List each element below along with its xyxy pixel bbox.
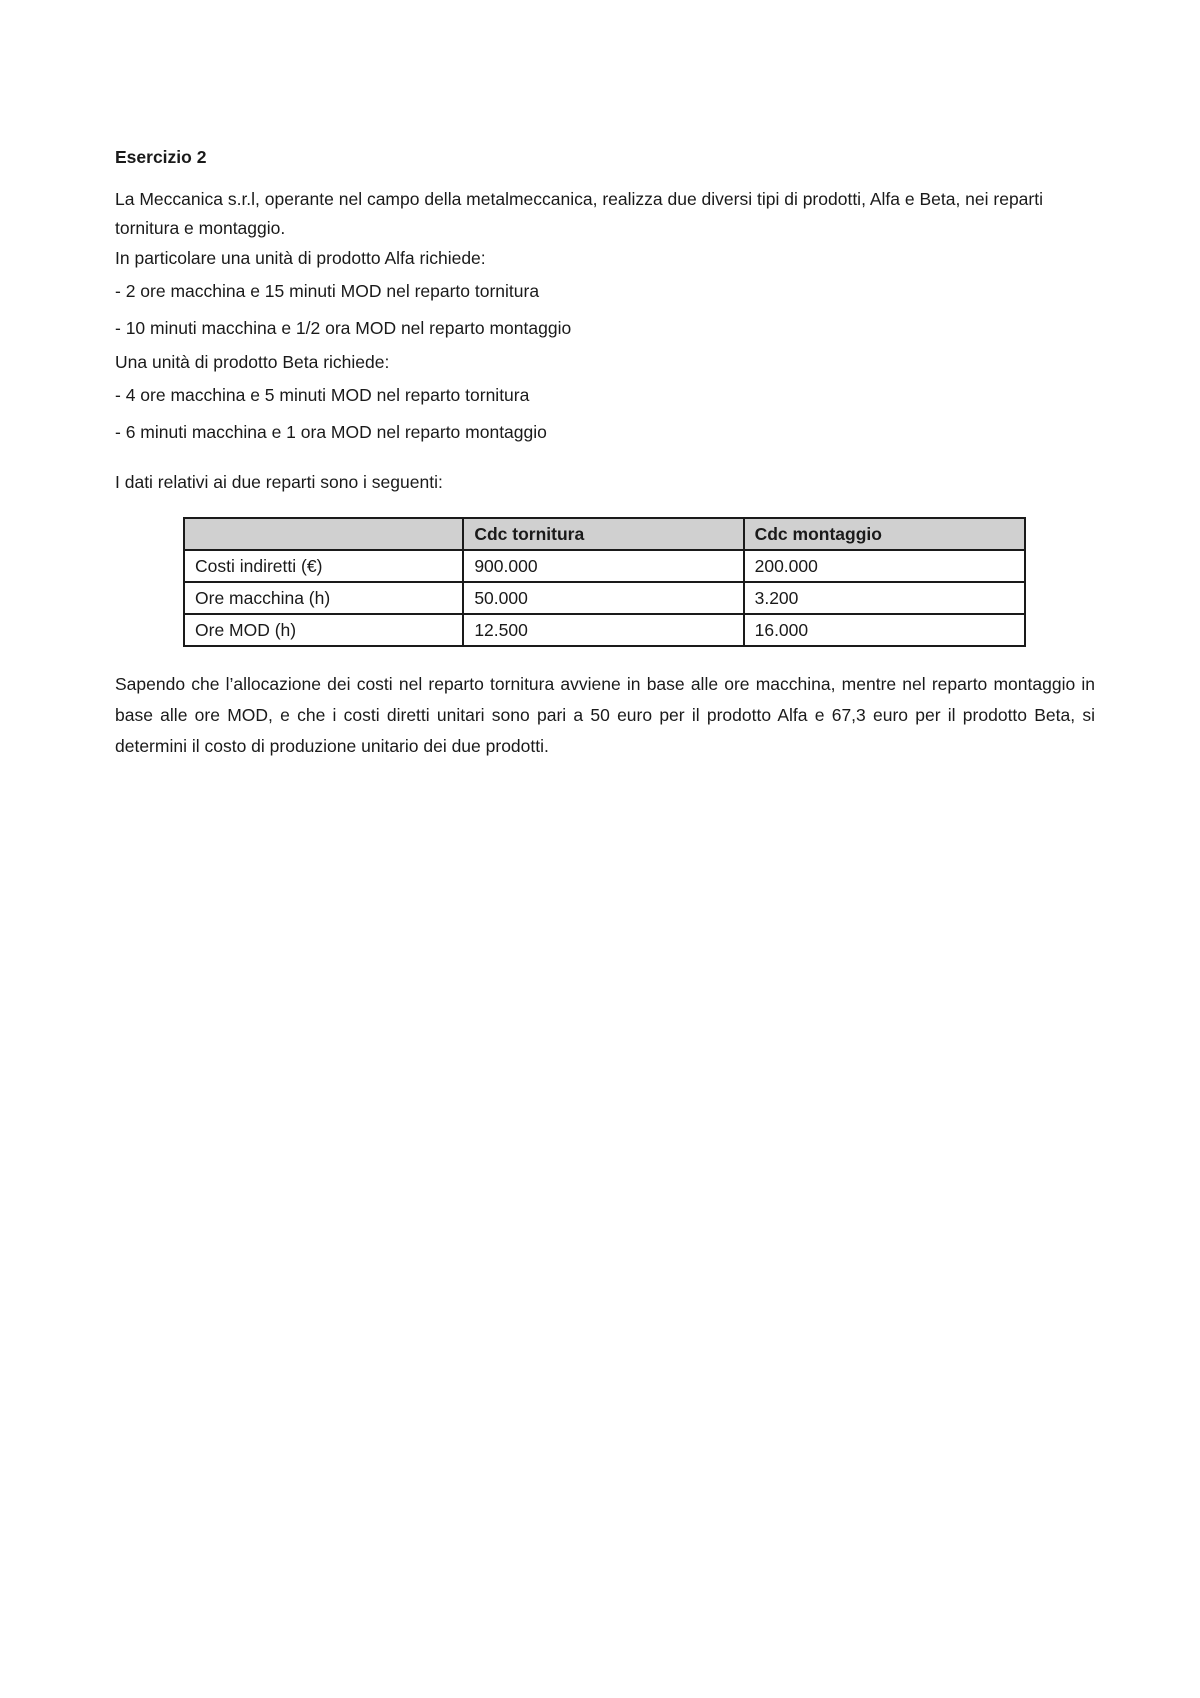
- table-row: [184, 582, 1025, 614]
- table-header-row: [184, 518, 1025, 550]
- table-cell: 3.200: [744, 582, 1025, 614]
- beta-item-1: - 4 ore macchina e 5 minuti MOD nel reparto tornitura: [115, 385, 530, 405]
- table-cell: 16.000: [744, 614, 1025, 646]
- conclusion-paragraph: Sapendo che l’allocazione dei costi nel reparto tornitura avviene in base alle ore macchina, mentre nel reparto montaggio in base alle ore MOD, e che i costi diretti unitari sono pari a 50 euro per il prodotto Alfa e 67,3 euro per il prodotto Beta, si determini il costo di produzione unitario dei due prodotti.: [115, 674, 1095, 756]
- beta-item-2: - 6 minuti macchina e 1 ora MOD nel reparto montaggio: [115, 422, 547, 442]
- alfa-item-1: - 2 ore macchina e 15 minuti MOD nel reparto tornitura: [115, 281, 540, 301]
- table-cell: 200.000: [744, 550, 1025, 582]
- table-cell: 50.000: [463, 582, 743, 614]
- table-cell: 12.500: [463, 614, 743, 646]
- alfa-heading: In particolare una unità di prodotto Alfa richiede:: [115, 248, 486, 268]
- alfa-item-2: - 10 minuti macchina e 1/2 ora MOD nel reparto montaggio: [115, 318, 572, 338]
- table-intro: I dati relativi ai due reparti sono i seguenti:: [115, 472, 443, 492]
- department-data-table: [183, 517, 1026, 647]
- table-cell-label: Costi indiretti (€): [184, 550, 463, 582]
- table-header-empty: [184, 518, 463, 550]
- document-content: [115, 145, 1095, 762]
- table-header-tornitura: Cdc tornitura: [463, 518, 743, 550]
- table-cell: 900.000: [463, 550, 743, 582]
- table-cell-label: Ore MOD (h): [184, 614, 463, 646]
- exercise-title: Esercizio 2: [115, 147, 207, 167]
- data-table-wrapper: [183, 517, 1095, 647]
- beta-heading: Una unità di prodotto Beta richiede:: [115, 352, 390, 372]
- table-row: [184, 550, 1025, 582]
- intro-paragraph: La Meccanica s.r.l, operante nel campo della metalmeccanica, realizza due diversi tipi di prodotti, Alfa e Beta, nei reparti tornitura e montaggio.: [115, 189, 1043, 238]
- table-cell-label: Ore macchina (h): [184, 582, 463, 614]
- table-row: [184, 614, 1025, 646]
- table-header-montaggio: Cdc montaggio: [744, 518, 1025, 550]
